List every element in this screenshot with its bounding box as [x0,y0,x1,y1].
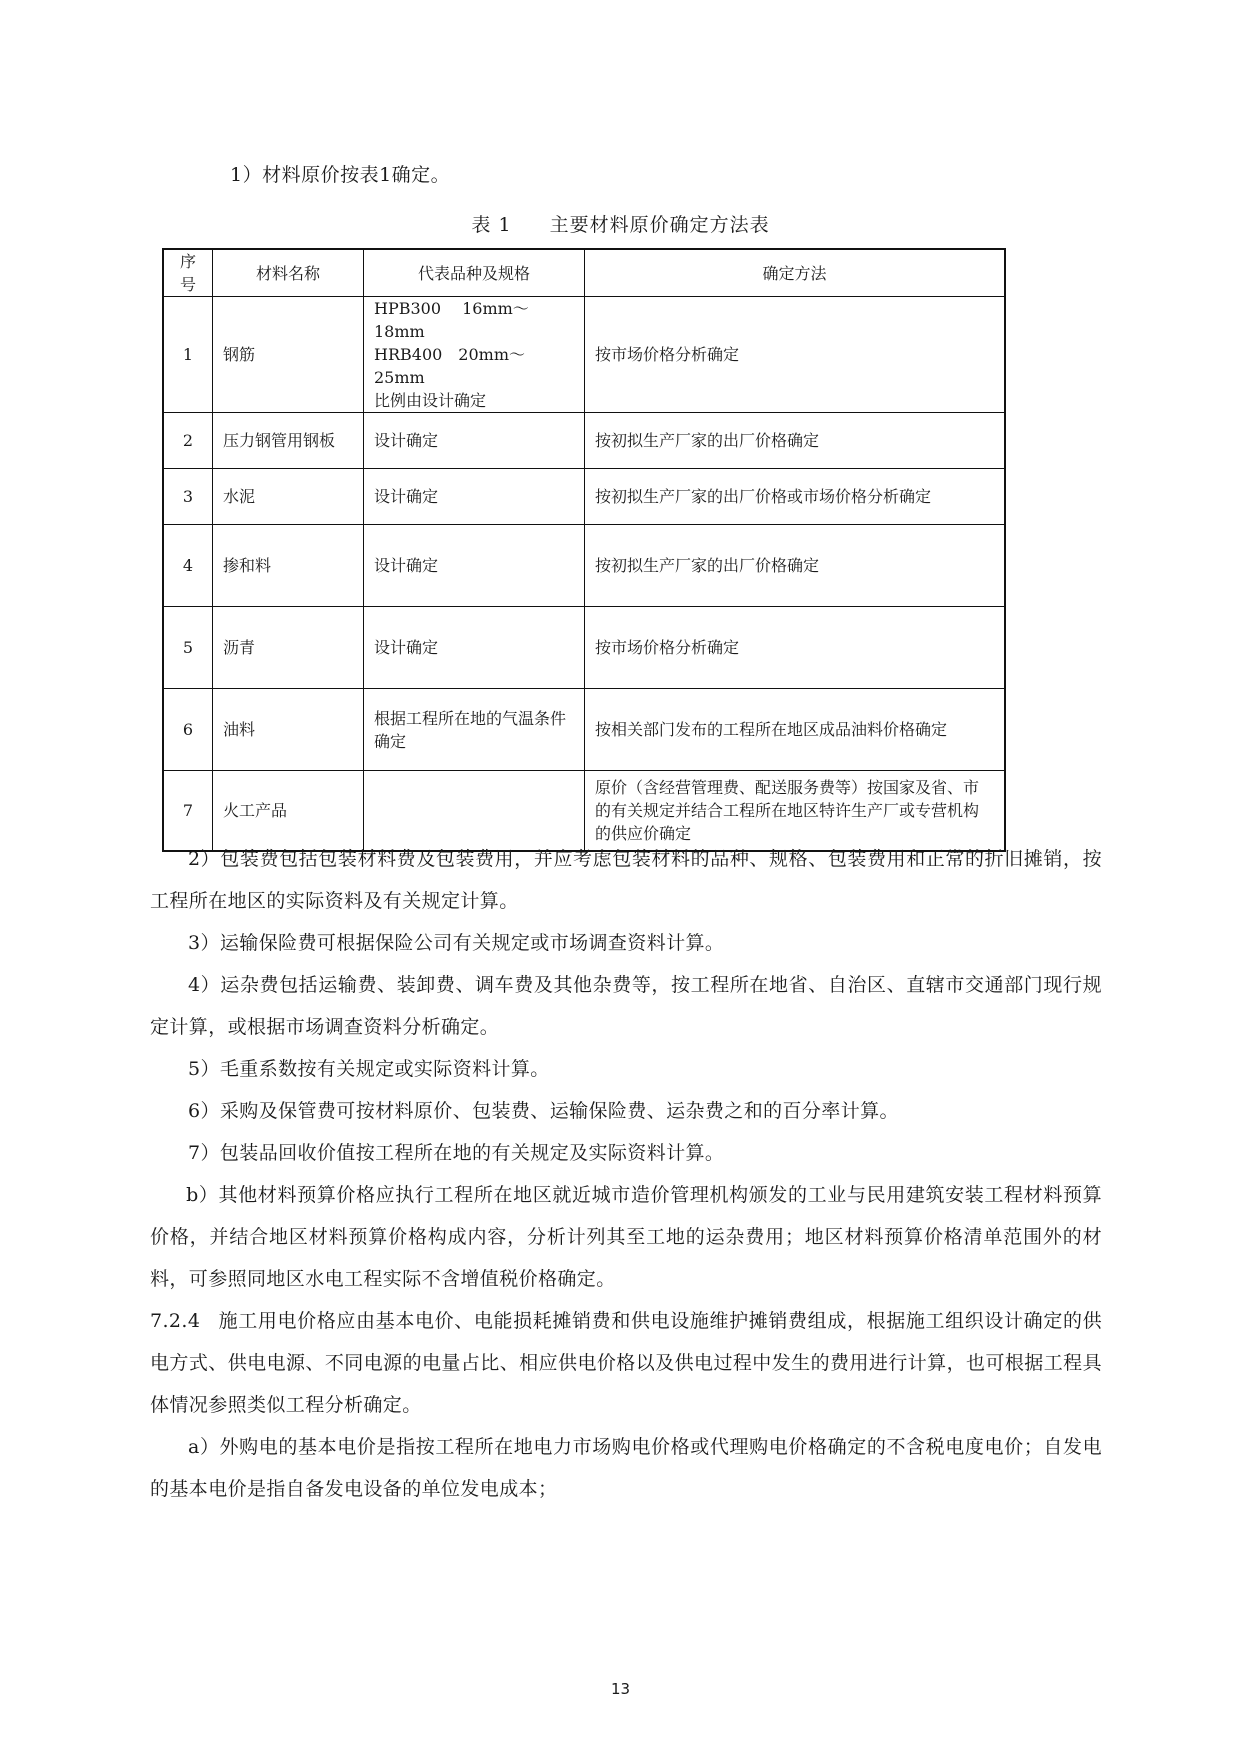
row-index: 5 [163,607,213,689]
row-material-name: 沥青 [213,607,364,689]
page-number: 13 [610,1680,631,1698]
row-spec: 设计确定 [364,525,585,607]
table-row [163,469,1005,525]
row-method: 按初拟生产厂家的出厂价格或市场价格分析确定 [585,469,1006,525]
materials-price-table [162,248,1006,852]
row-index: 3 [163,469,213,525]
row-spec: 根据工程所在地的气温条件确定 [364,689,585,771]
paragraph-procurement-fee: 6）采购及保管费可按材料原价、包装费、运输保险费、运杂费之和的百分率计算。 [188,1100,899,1122]
paragraph-gross-weight: 5）毛重系数按有关规定或实际资料计算。 [188,1058,550,1080]
table-caption-number: 表 1 [471,214,512,236]
row-method: 原价（含经营管理费、配送服务费等）按国家及省、市的有关规定并结合工程所在地区特许生产厂或专营机构的供应价确定 [585,771,1006,851]
table-row [163,607,1005,689]
table-row [163,413,1005,469]
table-header-row [163,249,1005,297]
table-caption-title: 主要材料原价确定方法表 [549,214,770,236]
paragraph-base-electricity-price: a）外购电的基本电价是指按工程所在地电力市场购电价格或代理购电价格确定的不含税电度电价；自发电的基本电价是指自备发电设备的单位发电成本； [150,1436,1102,1500]
header-method: 确定方法 [585,249,1006,297]
row-material-name: 水泥 [213,469,364,525]
table-row [163,689,1005,771]
paragraph-packaging-fee: 2）包装费包括包装材料费及包装费用，并应考虑包装材料的品种、规格、包装费用和正常的折旧摊销，按工程所在地区的实际资料及有关规定计算。 [150,848,1102,912]
row-method: 按相关部门发布的工程所在地区成品油料价格确定 [585,689,1006,771]
intro-line: 1）材料原价按表1确定。 [230,164,451,186]
row-index: 6 [163,689,213,771]
table-caption [0,210,1241,237]
table-row [163,297,1005,413]
paragraph-other-materials: b）其他材料预算价格应执行工程所在地区就近城市造价管理机构颁发的工业与民用建筑安装工程材料预算价格，并结合地区材料预算价格构成内容，分析计列其至工地的运杂费用；地区材料预算价格清单范围外的材料，可参照同地区水电工程实际不含增值税价格确定。 [150,1184,1102,1290]
clause-number: 7.2.4 [150,1310,201,1332]
paragraph-package-recovery: 7）包装品回收价值按工程所在地的有关规定及实际资料计算。 [188,1142,725,1164]
clause-text: 施工用电价格应由基本电价、电能损耗摊销费和供电设施维护摊销费组成，根据施工组织设计确定的供电方式、供电电源、不同电源的电量占比、相应供电价格以及供电过程中发生的费用进行计算，也可根据工程具体情况参照类似工程分析确定。 [150,1310,1102,1416]
row-material-name: 钢筋 [213,297,364,413]
clause-7-2-4 [150,1300,1102,1426]
paragraph-freight-charges: 4）运杂费包括运输费、装卸费、调车费及其他杂费等，按工程所在地省、自治区、直辖市交通部门现行规定计算，或根据市场调查资料分析确定。 [150,974,1102,1038]
row-spec: 设计确定 [364,413,585,469]
row-index: 7 [163,771,213,851]
row-spec: HPB300 16mm～18mm HRB400 20mm～25mm 比例由设计确定 [364,297,585,413]
row-spec: 设计确定 [364,607,585,689]
header-index: 序号 [163,249,213,297]
row-method: 按初拟生产厂家的出厂价格确定 [585,525,1006,607]
row-method: 按初拟生产厂家的出厂价格确定 [585,413,1006,469]
row-material-name: 油料 [213,689,364,771]
row-spec: 设计确定 [364,469,585,525]
header-material-name: 材料名称 [213,249,364,297]
row-material-name: 火工产品 [213,771,364,851]
header-spec: 代表品种及规格 [364,249,585,297]
row-index: 2 [163,413,213,469]
row-material-name: 压力钢管用钢板 [213,413,364,469]
row-index: 1 [163,297,213,413]
row-index: 4 [163,525,213,607]
row-material-name: 掺和料 [213,525,364,607]
body-text [150,838,1102,1510]
table-row [163,525,1005,607]
row-method: 按市场价格分析确定 [585,607,1006,689]
row-method: 按市场价格分析确定 [585,297,1006,413]
paragraph-transport-insurance: 3）运输保险费可根据保险公司有关规定或市场调查资料计算。 [188,932,725,954]
